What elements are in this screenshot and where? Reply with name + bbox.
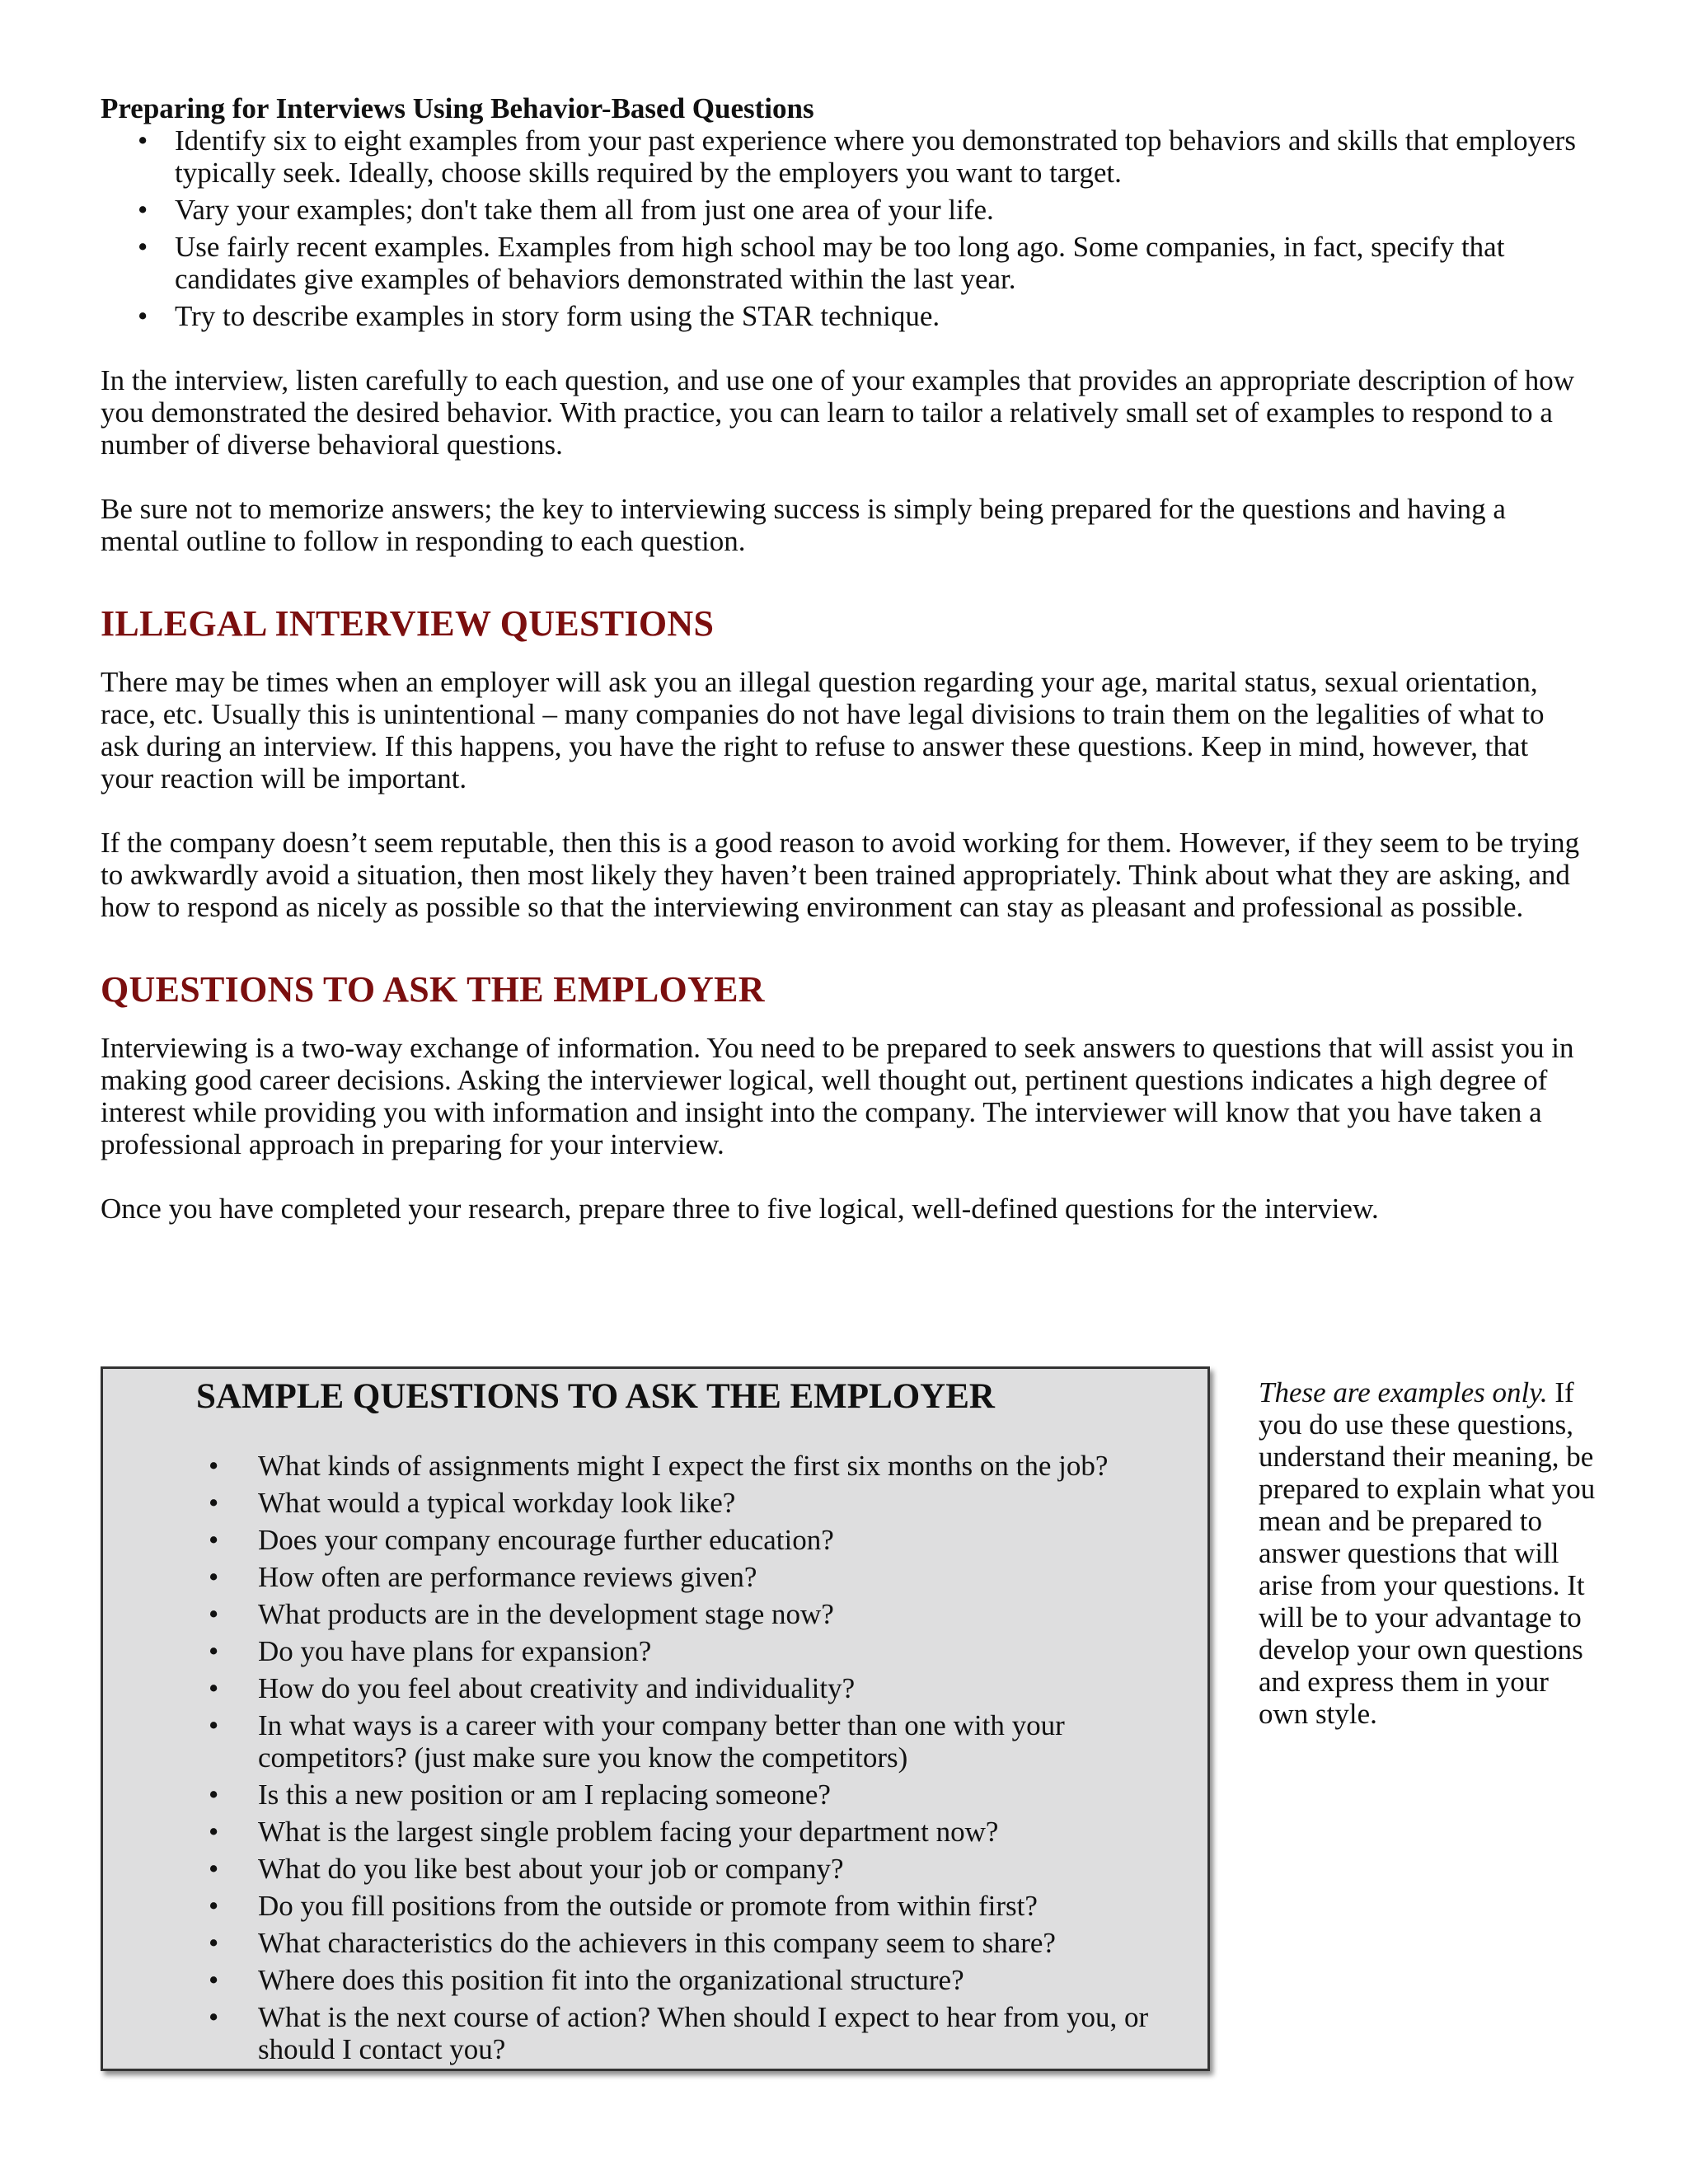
question-text: Where does this position fit into the organizational structure? xyxy=(258,1964,964,1996)
bullet-icon: • xyxy=(209,1853,219,1885)
question-text: What products are in the development stage now? xyxy=(258,1598,834,1630)
list-item xyxy=(101,194,1584,226)
ask-paragraph-2: Once you have completed your research, prepare three to five logical, well-defined questions for the interview. xyxy=(101,1193,1379,1225)
questions-to-ask-heading: QUESTIONS TO ASK THE EMPLOYER xyxy=(101,969,765,1010)
bullet-icon: • xyxy=(209,1779,219,1811)
bullet-text: Use fairly recent examples. Examples from high school may be too long ago. Some companies, in fact, specify that candidates give examples of behaviors demonstrated within the last year. xyxy=(175,231,1505,295)
question-text: How do you feel about creativity and individuality? xyxy=(258,1672,856,1704)
list-item xyxy=(103,1598,1207,1630)
list-item xyxy=(103,1635,1207,1667)
bullet-icon: • xyxy=(209,1709,219,1741)
prep-bullet-list xyxy=(101,124,1584,332)
side-note xyxy=(1259,1376,1605,1730)
question-text: Does your company encourage further education? xyxy=(258,1524,834,1556)
bullet-text: Identify six to eight examples from your past experience where you demonstrated top behaviors and skills that employers typically seek. Ideally, choose skills required by the employers you want to target. xyxy=(175,124,1576,189)
bullet-icon: • xyxy=(138,231,148,263)
list-item xyxy=(101,300,1584,332)
list-item xyxy=(103,1779,1207,1811)
prep-paragraph-2: Be sure not to memorize answers; the key to interviewing success is simply being prepared for the questions and having a mental outline to follow in responding to each question. xyxy=(101,493,1506,557)
bullet-icon: • xyxy=(138,300,148,332)
sample-questions-box xyxy=(101,1366,1210,2071)
question-text: What is the next course of action? When should I expect to hear from you, or should I contact you? xyxy=(258,2001,1149,2065)
bullet-text: Vary your examples; don't take them all from just one area of your life. xyxy=(175,194,994,226)
list-item xyxy=(103,1487,1207,1519)
prep-paragraph-1: In the interview, listen carefully to each question, and use one of your examples that provides an appropriate description of how you demonstrated the desired behavior. With practice, you can learn to tailor a relatively small set of examples to respond to a number of diverse behavioral questions. xyxy=(101,364,1575,461)
prep-heading: Preparing for Interviews Using Behavior-Based Questions xyxy=(101,92,814,124)
bullet-icon: • xyxy=(209,1524,219,1556)
bullet-text: Try to describe examples in story form using the STAR technique. xyxy=(175,300,940,332)
bullet-icon: • xyxy=(138,124,148,157)
list-item xyxy=(103,1524,1207,1556)
bullet-icon: • xyxy=(209,1927,219,1959)
list-item xyxy=(103,2001,1207,2065)
bullet-icon: • xyxy=(209,1635,219,1667)
list-item xyxy=(103,1672,1207,1704)
sample-questions-title: SAMPLE QUESTIONS TO ASK THE EMPLOYER xyxy=(196,1377,995,1416)
question-text: What do you like best about your job or company? xyxy=(258,1853,844,1885)
sample-questions-list xyxy=(103,1450,1207,2070)
list-item xyxy=(103,1816,1207,1848)
list-item xyxy=(103,1927,1207,1959)
bullet-icon: • xyxy=(209,1598,219,1630)
bullet-icon: • xyxy=(209,1672,219,1704)
bullet-icon: • xyxy=(138,194,148,226)
list-item xyxy=(103,1450,1207,1482)
question-text: How often are performance reviews given? xyxy=(258,1561,757,1593)
list-item xyxy=(103,1890,1207,1922)
list-item xyxy=(103,1964,1207,1996)
question-text: In what ways is a career with your company better than one with your competitors? (just make sure you know the competitors) xyxy=(258,1709,1065,1774)
bullet-icon: • xyxy=(209,2001,219,2033)
question-text: What would a typical workday look like? xyxy=(258,1487,736,1519)
question-text: Do you have plans for expansion? xyxy=(258,1635,652,1667)
side-note-italic: These are examples only. xyxy=(1259,1376,1548,1408)
list-item xyxy=(103,1709,1207,1774)
ask-paragraph-1: Interviewing is a two-way exchange of information. You need to be prepared to seek answers to questions that will assist you in making good career decisions. Asking the interviewer logical, well thought out, pertinent questions indicates a high degree of interest while providing you with information and insight into the company. The interviewer will know that you have taken a professional approach in preparing for your interview. xyxy=(101,1032,1574,1160)
bullet-icon: • xyxy=(209,1816,219,1848)
bullet-icon: • xyxy=(209,1890,219,1922)
bullet-icon: • xyxy=(209,1450,219,1482)
question-text: What characteristics do the achievers in this company seem to share? xyxy=(258,1927,1056,1959)
illegal-paragraph-1: There may be times when an employer will ask you an illegal question regarding your age, marital status, sexual orientation, race, etc. Usually this is unintentional – many companies do not have legal divisions to train them on the legalities of what to ask during an interview. If this happens, you have the right to refuse to answer these questions. Keep in mind, however, that your reaction will be important. xyxy=(101,666,1545,794)
list-item xyxy=(101,124,1584,189)
main-content xyxy=(101,92,1584,1257)
side-note-text: If you do use these questions, understand their meaning, be prepared to explain what you mean and be prepared to answer questions that will arise from your questions. It will be to your advantage to develop your own questions and express them in your own style. xyxy=(1259,1376,1596,1730)
list-item xyxy=(101,231,1584,295)
question-text: Do you fill positions from the outside or promote from within first? xyxy=(258,1890,1038,1922)
list-item xyxy=(103,1853,1207,1885)
bullet-icon: • xyxy=(209,1561,219,1593)
question-text: What kinds of assignments might I expect the first six months on the job? xyxy=(258,1450,1109,1482)
question-text: What is the largest single problem facing your department now? xyxy=(258,1816,999,1848)
illegal-questions-heading: ILLEGAL INTERVIEW QUESTIONS xyxy=(101,603,715,644)
list-item xyxy=(103,1561,1207,1593)
illegal-paragraph-2: If the company doesn’t seem reputable, then this is a good reason to avoid working for them. However, if they seem to be trying to awkwardly avoid a situation, then most likely they haven’t been trained appropriately. Think about what they are asking, and how to respond as nicely as possible so that the interviewing environment can stay as pleasant and professional as possible. xyxy=(101,827,1580,923)
bullet-icon: • xyxy=(209,1964,219,1996)
question-text: Is this a new position or am I replacing someone? xyxy=(258,1779,831,1811)
bullet-icon: • xyxy=(209,1487,219,1519)
